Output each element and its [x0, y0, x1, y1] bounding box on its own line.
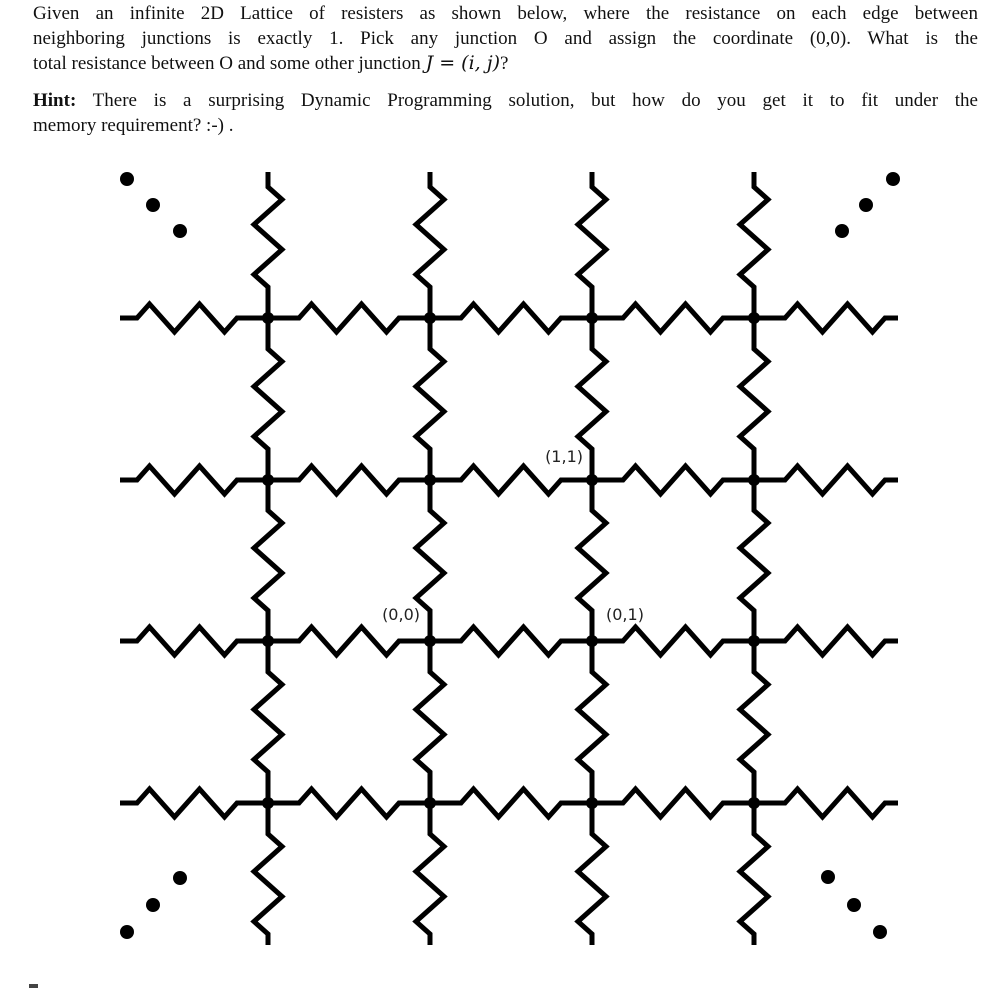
hint-label: Hint:	[33, 90, 77, 111]
junction-dot	[262, 474, 274, 486]
resistor-chain-col-2	[578, 172, 606, 945]
junction-dot	[748, 635, 760, 647]
junction-label: (1,1)	[545, 447, 583, 466]
junction-dot	[424, 635, 436, 647]
resistor-chain-row-2	[120, 627, 898, 655]
continuation-ellipsis-dot	[173, 871, 187, 885]
resistor-chain-row-1	[120, 466, 898, 494]
continuation-ellipsis-dot	[873, 925, 887, 939]
junction-dot	[586, 797, 598, 809]
problem-line-1: Given an infinite 2D Lattice of resisters as shown below, where the resistance on each edge between	[33, 3, 978, 24]
resistor-chain-row-0	[120, 304, 898, 332]
resistor-chain-row-3	[120, 789, 898, 817]
junction-dot	[424, 312, 436, 324]
hint-line-2: memory requirement? :-) .	[33, 115, 234, 136]
junction-dot	[586, 635, 598, 647]
continuation-ellipsis-dot	[146, 898, 160, 912]
continuation-ellipsis-dot	[886, 172, 900, 186]
junction-dot	[424, 474, 436, 486]
continuation-ellipsis-dot	[120, 925, 134, 939]
continuation-ellipsis-dot	[847, 898, 861, 912]
math-expression: J = (i, j)	[425, 52, 501, 74]
junction-dot	[586, 312, 598, 324]
resistor-chain-col-3	[740, 172, 768, 945]
junction-dot	[424, 797, 436, 809]
problem-line-3-text: total resistance between O and some other junction	[33, 53, 426, 74]
junction-dot	[262, 797, 274, 809]
junction-dot	[748, 312, 760, 324]
continuation-ellipsis-dot	[835, 224, 849, 238]
junction-label: (0,1)	[606, 605, 644, 624]
problem-line-3-end: ?	[500, 53, 509, 74]
junction-dot	[262, 635, 274, 647]
problem-line-2: neighboring junctions is exactly 1. Pick any junction O and assign the coordinate (0,0). What is the	[33, 28, 978, 49]
continuation-ellipsis-dot	[859, 198, 873, 212]
junction-label: (0,0)	[382, 605, 420, 624]
continuation-ellipsis-dot	[120, 172, 134, 186]
continuation-ellipsis-dot	[821, 870, 835, 884]
junction-dot	[748, 797, 760, 809]
hint-line-1-text: There is a surprising Dynamic Programming solution, but how do you get it to fit under the	[76, 90, 978, 111]
continuation-ellipsis-dot	[173, 224, 187, 238]
junction-dot	[748, 474, 760, 486]
junction-dot	[586, 474, 598, 486]
resistor-chain-col-1	[416, 172, 444, 945]
cropped-text-fragment	[29, 984, 38, 988]
junction-dot	[262, 312, 274, 324]
resistor-chain-col-0	[254, 172, 282, 945]
continuation-ellipsis-dot	[146, 198, 160, 212]
